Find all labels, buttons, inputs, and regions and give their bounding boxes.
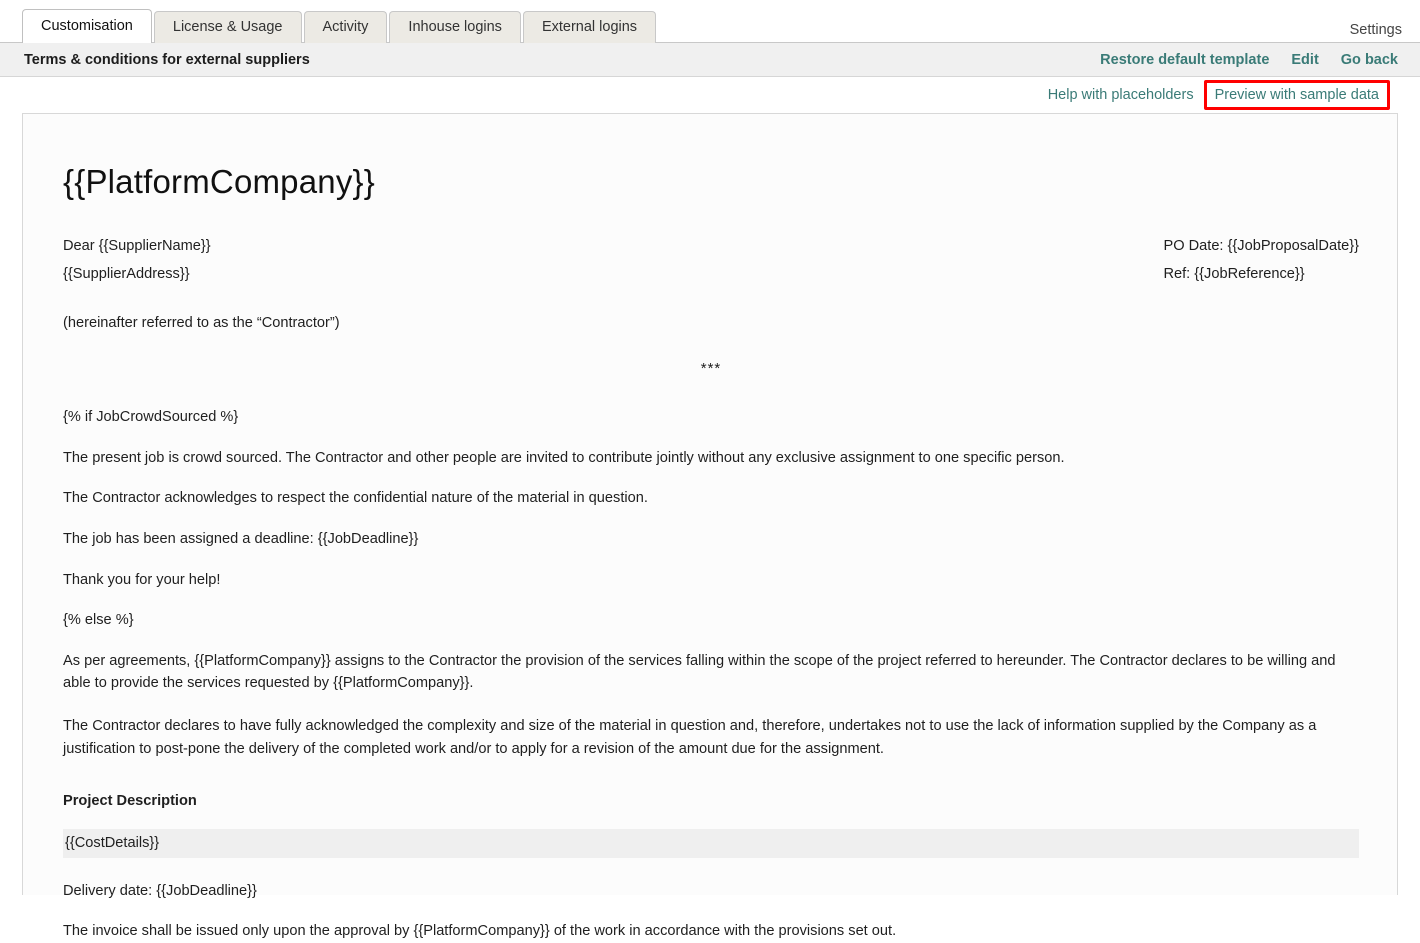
thanks-paragraph: Thank you for your help! [63, 571, 221, 588]
supplier-name-line: Dear {{SupplierName}} [63, 238, 211, 255]
confidentiality-paragraph: The Contractor acknowledges to respect the confidential nature of the material in question. [63, 490, 648, 507]
conditional-else-line: {% else %} [63, 612, 134, 629]
tab-inhouse-logins[interactable] [389, 11, 521, 43]
go-back-button[interactable]: Go back [1340, 51, 1398, 68]
document-heading: {{PlatformCompany}} [63, 163, 375, 200]
delivery-date-paragraph: Delivery date: {{JobDeadline}} [63, 882, 257, 899]
po-reference-block [1163, 235, 1359, 290]
template-header-bar [0, 43, 1420, 77]
template-links-row [0, 77, 1420, 113]
invoice-paragraph: The invoice shall be issued only upon the approval by {{PlatformCompany}} of the work in accordance with the provisions set out. [63, 923, 897, 940]
tab-license-usage[interactable] [154, 11, 302, 43]
document-body [23, 114, 1397, 943]
document-preview-panel [22, 113, 1398, 940]
cost-details-placeholder: {{CostDetails}} [63, 829, 1359, 858]
page-title: Terms & conditions for external suppliers [24, 51, 310, 68]
preview-with-sample-data-button[interactable]: Preview with sample data [1204, 80, 1390, 110]
restore-default-template-button[interactable]: Restore default template [1100, 51, 1270, 68]
address-block [63, 235, 1359, 290]
help-with-placeholders-link[interactable]: Help with placeholders [1047, 87, 1194, 103]
deadline-paragraph: The job has been assigned a deadline: {{JobDeadline}} [63, 531, 419, 548]
crowdsourced-paragraph: The present job is crowd sourced. The Contractor and other people are invited to contribute jointly without any exclusive assignment to one specific person. [63, 449, 1065, 466]
tab-label: External logins [541, 19, 638, 35]
supplier-address-block [63, 235, 211, 290]
tab-bar [0, 0, 1420, 43]
tab-label: License & Usage [172, 19, 283, 35]
tab-label: Customisation [41, 18, 133, 34]
edit-button[interactable]: Edit [1291, 51, 1319, 68]
tab-label: Activity [322, 19, 369, 35]
tab-label: Inhouse logins [408, 19, 502, 35]
po-date-line: PO Date: {{JobProposalDate}} [1163, 238, 1359, 255]
assignment-paragraph: As per agreements, {{PlatformCompany}} assigns to the Contractor the provision of the services falling within the scope of the project referred to hereunder. The Contractor declares to be willing and able to provide the services requested by {{PlatformCompany}}. [63, 652, 1336, 692]
tab-external-logins[interactable] [523, 11, 656, 43]
tab-customisation[interactable] [22, 9, 152, 43]
settings-link[interactable]: Settings [1349, 22, 1402, 38]
section-separator: *** [700, 359, 722, 377]
project-description-title: Project Description [63, 793, 197, 810]
complexity-paragraph: The Contractor declares to have fully acknowledged the complexity and size of the material in question and, therefore, undertakes not to use the lack of information supplied by the Company as a justification to post-pone the delivery of the completed work and/or to apply for a revision of the amount due for the assignment. [63, 718, 1317, 757]
tab-activity[interactable] [304, 11, 388, 43]
reference-line: Ref: {{JobReference}} [1163, 265, 1305, 282]
contractor-definition-line: (hereinafter referred to as the “Contractor”) [63, 315, 340, 332]
conditional-if-line: {% if JobCrowdSourced %} [63, 409, 239, 426]
header-actions [1100, 52, 1398, 68]
supplier-address-line: {{SupplierAddress}} [63, 265, 190, 282]
